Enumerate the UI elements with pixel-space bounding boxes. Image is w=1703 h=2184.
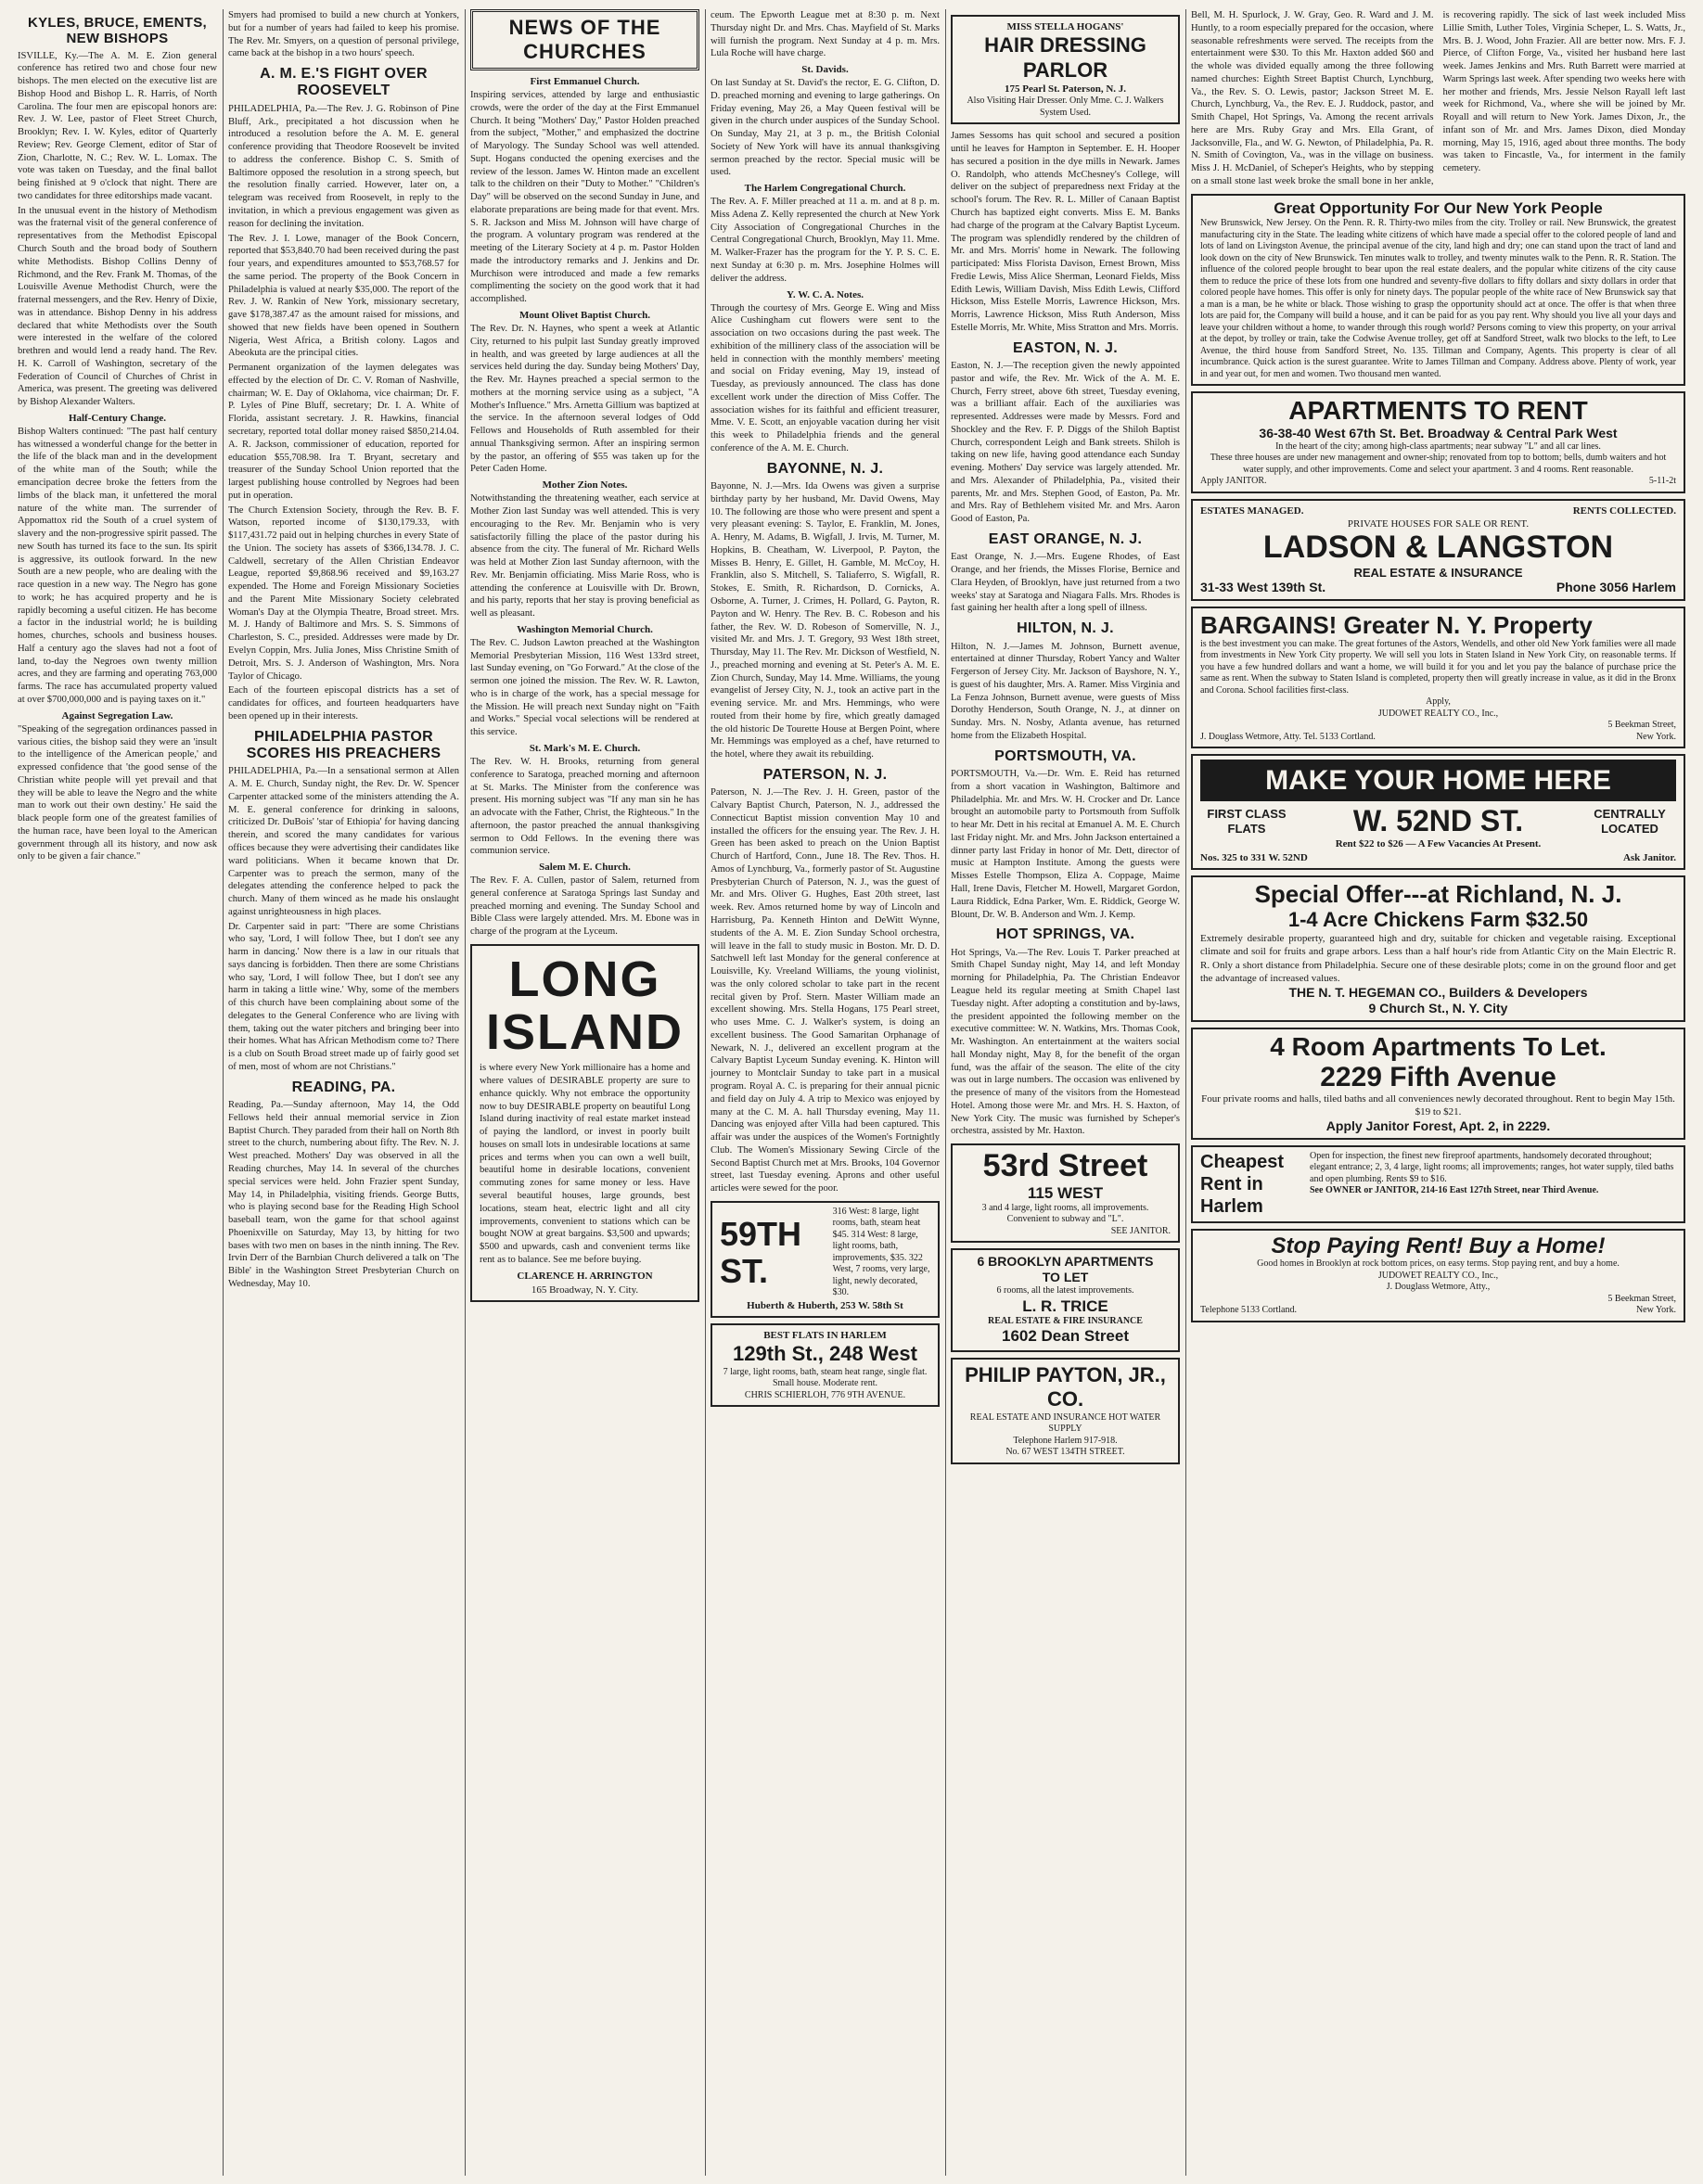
column-5 <box>945 9 1184 2176</box>
article-paragraph: Each of the fourteen episcopal districts has a set of candidates for offices, and fourteen headquarters have been opened up in their interests. <box>228 685 459 722</box>
ad-title: LADSON & LANGSTON <box>1262 530 1614 566</box>
ad-phone: Telephone Harlem 917-918. <box>1013 1435 1118 1446</box>
article-paragraph: The Rev. J. I. Lowe, manager of the Book Concern, reported that $53,840.70 had been received during the past four years, and expenditures amounted to $53,768.57 for the same period. The property of the Book Concern in Philadelphia is valued at nearly $35,000. The report of the Rev. J. W. Rankin of New York, missionary secretary, gave $178,387.47 as the amount raised for missions, and showed that new fields have been opened in Southern Nigeria, West Africa, a British colony. Lagos and Abeokuta are the principal cities. <box>228 233 459 359</box>
ad-address: 175 Pearl St. Paterson, N. J. <box>1004 83 1127 96</box>
article-paragraph: Reading, Pa.—Sunday afternoon, May 14, the Odd Fellows held their annual memorial service in Zion Baptist Church. They paraded from their hall on North 8th street to the church, numbering about fifty. The Rev. N. J. West preached. Mothers' Day was observed in all the Reading churches, May 14. In several of the churches special services were held. John Frazier spent Sunday, May 14, in Philadelphia, visiting friends. George Butts, who is playing second base for the Reading High School baseball team, won the game for that school against Phoenixville on Saturday, May 13, by hitting for two bases with two men on bases in the ninth inning. The Rev. Irvin Derr of the Barnbian Church delivered a talk on 'The Bible' in the Washington Street Presbyterian Church on Wednesday, May 10. <box>228 1100 459 1289</box>
article-paragraph: PHILADELPHIA, Pa.—The Rev. J. G. Robinson of Pine Bluff, Ark., precipitated a hot discussion when he introduced a resolution before the A. M. E. general conference providing that Theodore Roosevelt be invited to address the conference. Bishop C. S. Smith of Baltimore opposed the resolution in a strong speech, but the resolution finally carried. However, later on, a telegram was received from Roosevelt, in reply to the invitation, in which a previous engagement was given as reason for declining the invitation. <box>228 103 459 229</box>
ad-title: 4 Room Apartments To Let. <box>1270 1031 1607 1061</box>
ad-rent: Rent $22 to $26 — A Few Vacancies At Present. <box>1335 838 1542 850</box>
church-subhead: Mount Olivet Baptist Church. <box>519 310 650 322</box>
ad-subtitle: REAL ESTATE AND INSURANCE HOT WATER SUPPLY <box>969 1411 1161 1435</box>
ad-title: 59TH ST. <box>720 1215 802 1290</box>
church-subhead: Salem M. E. Church. <box>539 862 631 874</box>
new-brunswick-ad <box>1191 194 1685 386</box>
ad-street: W. 52ND ST. <box>1352 804 1524 838</box>
ad-ask: Ask Janitor. <box>1622 851 1676 863</box>
ad-body: Extremely desirable property, guaranteed high and dry, suitable for chicken and vegetable raising. Exceptional climate and soil for fruits and grape arbors. Less than a half hour's ride from Atlantic City on the Main Electric R. R. Only a short distance from Philadelphia. Secure one of these desirable plots; come in on the ground floor and get the advantage of increased values. <box>1200 932 1676 984</box>
article-headline: HILTON, N. J. <box>1017 620 1114 637</box>
ad-tagline: In the heart of the city; among high-class apartments; near subway "L" and all car lines. <box>1275 441 1601 452</box>
section-subhead: Half-Century Change. <box>68 412 167 424</box>
ad-line: REAL ESTATE & FIRE INSURANCE <box>988 1315 1143 1326</box>
apartments-67th-ad <box>1191 391 1685 493</box>
ad-advertiser: MISS STELLA HOGANS' <box>1006 21 1124 32</box>
richland-ad <box>1191 875 1685 1022</box>
article-paragraph: The Rev. W. H. Brooks, returning from general conference to Saratoga, preached morning and afternoon at St. Marks. The Minister from the conference was present. His morning subject was "If any man sin he has an advocate with the Father, Christ, the Righteous." In the afternoon, the pastor preached the annual thanksgiving sermon to Odd Fellows. In the evening there was communion service. <box>470 756 699 857</box>
ad-title: HAIR DRESSING PARLOR <box>984 33 1146 82</box>
ad-address: 5 Beekman Street, <box>1607 720 1676 731</box>
53rd-street-ad <box>951 1143 1180 1243</box>
ad-left-label: ESTATES MANAGED. <box>1200 504 1304 517</box>
article-paragraph: Hot Springs, Va.—The Rev. Louis T. Parker preached at Smith Chapel Sunday night, May 14, and left Monday morning for Philadelphia, Pa. The Christian Endeavor League held its regular meeting at Smith Chapel last Tuesday night. After adopting a constitution and by-laws, the president appointed the following member on the executive committee: W. N. Watkins, Mrs. Thomas Cook, Mr. Washington. An entertainment at the waiters social hall Monday night, May 8, for the benefit of the organ fund, was the affair of the season. The elite of the city was out in large numbers. The occasion was enlivened by the presence of many of the visitors from the Homestead Hotel. Among those were Mr. and Mrs. H. S. Haxton, of New York City. The music was furnished by Scheper's orchestra, assisted by Mr. Haxton. <box>951 947 1180 1137</box>
ad-street: 129th St., 248 West <box>733 1342 917 1366</box>
ad-address: 9 Church St., N. Y. City <box>1368 1000 1508 1015</box>
church-subhead: The Harlem Congregational Church. <box>744 183 906 195</box>
article-headline: BAYONNE, N. J. <box>766 460 884 477</box>
article-paragraph: East Orange, N. J.—Mrs. Eugene Rhodes, of East Orange, and her friends, the Misses Florise, Bernice and Clara Heyden, of Brooklyn, have just returned from a two weeks' stay at Saratoga and Niagara Falls. Mrs. Rhodes is fast gaining her health after a long spell of illness. <box>951 552 1180 614</box>
ad-address: No. 67 WEST 134TH STREET. <box>1005 1447 1125 1458</box>
59th-street-ad <box>711 1201 940 1318</box>
column-1 <box>13 9 222 2176</box>
ad-body: New Brunswick, New Jersey. On the Penn. R. R. Thirty-two miles from the city. Trolley or rail. New Brunswick, the greatest manufacturing city in the State. The leading white citizens of which have made a special offer to the colored people of land and lots of land on Livingston Avenue, the principal avenue of the city, land high and dry; one can stand upon the tract of land and look down on the city of New Brunswick. Ten minutes walk to trolley, and twenty minutes walk to the Penn. R. R. Station. The influence of the colored people brought to bear upon the real estate dealers, and the popular white citizens of the city cause them to reduce the price of these lots from one hundred and seventy-five dollars to fifty dollars and sixty dollars in order that colored people have homes. This offer is only for ninety days. The popular people of the white race of New Brunswick say that a man is a man, be he white or black. Those wishing to grasp the opportunity should act at once. The offer is that when three lots are paid for, the Company will build a house, and it can be paid for as you pay rent. Why should you live all your days and leave your children without a home, to wander through this rough world? Persons coming to view this property, on your arrival at the depot, by trolley or train, take the Codwise Avenue trolley, get off at Sandford Street, walk two blocks to the left, to Lee Avenue, the third house from Sandford Street, No. 135. Tillman and Company, Agents. This property is clear of all incumbrance. Quick action is the surest guarantee. Write to James Tillman and Company. Address above. Plenty of work, year in and year out, for men and women. Two thousand men wanted. <box>1200 218 1676 379</box>
article-headline: PORTSMOUTH, VA. <box>994 747 1136 764</box>
article-paragraph: Bayonne, N. J.—Mrs. Ida Owens was given a surprise birthday party by her husband, Mr. David Owens, May 10. The following are those who were present and spent a very pleasant evening: S. Taylor, E. Franklin, M. Jones, A. Henry, M. Adams, B. Wigfall, J. Irvis, M. Turner, M. Hopkins, B. Cheatham, W. Liverpool, P. Payton, the Misses B. Henry, E. Gillet, H. Gamble, M. McCoy, H. Franklin, also S. Mitchell, S. Taliaferro, S. Wigfall, R. Stokes, E. Smith, R. Richardson, D. Cornicks, A. Osborne, A. Turner, J. Crimes, H. Pollard, G. Payton, R. Payton and W. Henry. The Rev. B. C. Robeson and his father, the Rev. W. D. Robeson of Somerville, N. J., visited Mr. and Mrs. J. T. Gregory, 93 West 18th street, Thursday, May 11. The Rev. Mr. Dickson of Westfield, N. J., preached morning and evening at St. Peter's A. M. E. Zion Church, Sunday, May 14. Mme. Williams, the young evangelist of Jersey City, N. J., took an active part in the evening service. Mr. and Mrs. Hemmings, who were routed from their home by fire, which greatly damaged the old historic De Tourette House at Bergen Point, where Mr. Hemmings was employed as a chef, have returned to the hotel, where they await its rebuilding. <box>711 481 940 760</box>
ad-title: 53rd Street <box>982 1148 1148 1184</box>
article-headline: READING, PA. <box>291 1079 396 1095</box>
ad-subtitle: 36-38-40 West 67th St. Bet. Broadway & Central Park West <box>1259 425 1618 441</box>
article-paragraph: Through the courtesy of Mrs. George E. Wing and Miss Alice Cushingham cut flowers were sent to the association on two occasions during the past week. The exhibition of the millinery class of the association will be held in connection with the monthly members' meeting and social on Friday evening, May 19, instead of Tuesday, as previously announced. The class has done excellent work under the direction of Miss Coffer. The association wishes for its faithful and efficient treasurer, Mme. V. E. Scott, an enjoyable vacation during her visit this week to Philadelphia friends and the general conference of the A. M. E. Church. <box>711 302 940 453</box>
ad-title: Special Offer---at Richland, N. J. <box>1254 879 1622 908</box>
stop-paying-rent-ad <box>1191 1229 1685 1322</box>
ad-title: Great Opportunity For Our New York People <box>1274 198 1603 217</box>
ad-address: 2229 Fifth Avenue <box>1320 1061 1556 1092</box>
long-island-ad <box>470 944 699 1302</box>
church-subhead: Washington Memorial Church. <box>517 623 653 635</box>
article-headline: PATERSON, N. J. <box>762 766 888 783</box>
article-paragraph: Inspiring services, attended by large and enthusiastic crowds, were the order of the day at the First Emmanuel Church. It being "Mothers' Day," Pastor Holden preached from the subject, "Mother," and emphasized the doctrine of Maryology. The Sunday School was well attended. Supt. Hogans conducted the opening exercises and the review of the lesson. James W. Hinton made an excellent talk to the children on their "Duty to Mother." "Children's Day" will be observed on the second Sunday in June, and elaborate preparations are being made for that event. Mrs. S. R. Jackson and Miss M. Johnson will have charge of the program. A voluntary program was rendered at the meeting of the Literary Society at 4 p. m. Pastor Holden made the introductory remarks and J. Jenkins and Dr. Murchison were introduced and made a few remarks complimenting the society on the good work that it had accomplished. <box>470 90 699 305</box>
ad-body: 7 large, light rooms, bath, steam heat range, single flat. Small house. Moderate rent. <box>723 1366 928 1389</box>
ad-title: MAKE YOUR HOME HERE <box>1200 760 1676 801</box>
article-paragraph: ISVILLE, Ky.—The A. M. E. Zion general conference has retired two and chose four new bishops. The men elected on the executive list are Bishop Hood and Bishop L. R. Harris, of North Carolina. The four men are episcopal honors are: Rev. J. W. Lee, pastor of Fleet Street Church, Brooklyn; Rev. I. W. Kyles, editor of Quarterly Review; Rev. George Clement, editor of Star of Zion, Charlotte, N. C.; Rev. W. L. Lomax. The vote was taken on Tuesday, and the final ballot being finished at 9 o'clock that night. There are two candidates for three editorships made vacant. <box>18 50 217 201</box>
ad-date: 5-11-2t <box>1648 476 1676 487</box>
ad-subtitle: 115 WEST <box>1027 1183 1104 1202</box>
ad-body: These three houses are under new management and owner-ship; renovated from top to bottom; bells, dumb waiters and hot water supply, and other improvements. Come and select your apartment. 3 and 4 rooms. Rent reasonable. <box>1210 453 1667 475</box>
article-paragraph: Hilton, N. J.—James M. Johnson, Burnett avenue, entertained at dinner Thursday, Robert Yancy and Walter Fergerson of Jersey City. Mr. Jackson of Bayshore, N. Y., is guest of his daughter, Mrs. A. Ramer. Miss Virginia and La Fenza Johnson, Burnett avenue, were guests of Miss Dorothy Henderson, South Orange, N. J., at dinner on Sunday. Mrs. N. Nosby, Atlanta avenue, has returned home from the Elizabeth Hospital. <box>951 641 1180 741</box>
article-paragraph: Notwithstanding the threatening weather, each service at Mother Zion last Sunday was well attended. This is very encouraging to the Rev. Mr. Benjamin who is very satisfactorily filling the place of the pastor during his absence from the city. The funeral of Mr. Richard Wells was held at Mother Zion last Sunday afternoon, with the Rev. Mr. Benjamin officiating. Miss Marie Ross, who is attending the conference at Louisville with Dr. Brown, and his party, reports that her stay is proving beneficial as well as pleasant. <box>470 493 699 619</box>
article-paragraph: The Rev. C. Judson Lawton preached at the Washington Memorial Presbyterian Mission, 116 West 133rd street, last Sunday evening, on "Go Forward." At the close of the sermon one joined the mission. The Rev. W. R. Lawton, who is in charge of the work, has a special message for the Mission. He will preach next Sunday night on "Faith and Works." Special vocal selections will be rendered at this service. <box>470 637 699 738</box>
ad-company: JUDOWET REALTY CO., Inc., <box>1377 708 1499 719</box>
article-paragraph: James Sessoms has quit school and secured a position until he leaves for Hampton in September. E. H. Hooper has secured a position in the dye mills in Newark. James O. Randolph, who attends McChesney's College, will deliver on the subject of preparedness next Friday at the school's forum. The Rev. R. L. Miller of Canaan Baptist Church has baptized eight converts. Miss E. M. Banks had charge of the program at the Calvary Baptist Lyceum. The program was splendidly rendered by the children of Mr. and Mrs. Morris' home in Newark. The following participated: Miss Florista Davison, Ernest Brown, Miss Fredie Lewis, Miss Alice Sherman, Leonard Fields, Miss Edith Lewis, William Davish, Miss Edith Lewis, Clifford Hickson, Miss Estelle Morris, Lawrence Hickson, Mrs. Morris, Lawrence Hickson, Miss Ruth Anderson, Miss Estelle Morris, Mr. White, Miss Stratton and Mrs. Morris. <box>951 131 1180 333</box>
article-headline: PHILADELPHIA PASTOR SCORES HIS PREACHERS <box>246 728 442 761</box>
ad-body: is the best investment you can make. The great fortunes of the Astors, Wendells, and other old New York families were all made from investments in New York City property. We will sell you lots in Staten Island in New York City, on reasonable terms. If you have a few hundred dollars and want a home, we will build it for you and let you pay the balance of purchase price the same as rent. When the subway to Staten Island is completed, property then will greatly increase in value, as it did in the Bronx and Corona. School facilities first-class. <box>1200 638 1676 696</box>
ad-body: 6 rooms, all the latest improvements. <box>996 1285 1134 1296</box>
ad-address: 1602 Dean Street <box>1001 1327 1130 1346</box>
article-paragraph: The Rev. F. A. Cullen, pastor of Salem, returned from general conference at Saratoga Springs last Sunday and preached morning and evening. The Sunday School and Bible Class were largely attended. Mrs. M. Ebone was in charge of the program at the Lyceum. <box>470 875 699 938</box>
ad-numbers: Nos. 325 to 331 W. 52ND <box>1200 851 1308 863</box>
article-paragraph: Bell, M. H. Spurlock, J. W. Gray, Geo. R. Ward and J. M. Huntly, to a room especially prepared for the occasion, where seasonable refreshments were served. The receipts from the entertainment were $30. To this Mr. Haxton added $60 and the whole was divided equally among the three following named churches: Eighth Street Baptist Church, Lynchburg, Va., the Rev. S. O. Lewis, pastor; Jackson Street M. E. Church, Lynchburg, Va., the Rev. E. J. Ruddock, pastor, and Smith Chapel, Hot Springs, Va. Among the recent arrivals here are Mrs. Ruby Gray and Mrs. Ella Grant, of Jacksonville, Fla., and W. G. Newton, of Philadelphia, Pa. R. N. Smith of Covington, Va., was in the village on business. Miss J. H. McDaniel, of Scheper's Heights, who by stepping on a small stone last week broke the small bone in her ankle, is recovering rapidly. The sick of last week included Miss Lillie Smith, Luther Toles, Virginia Scheper, L. S. Watts, Jr., Mrs. B. J. Wood, John Frazier. All are better now. Mrs. F. J. Pierce, of Clifton Forge, Va., visited her husband here last week. James Jenkins and Mrs. Ruth Barrett were married at Warm Springs last week. After spending two weeks here with her mother and friends, Mrs. Jessie Nelson Rayall left last week for Richmond, Va., where she will be joined by Mr. Royall and will return to New York. James Dixon, Jr., the infant son of Mr. and Mrs. James Dixon, died Monday morning, May 15, 1916, aged about three months. The body was taken to Fincastle, Va., for interment in the family cemetery. <box>1191 10 1685 186</box>
article-paragraph: The Church Extension Society, through the Rev. B. F. Watson, reported income of $130,179.33, with $117,431.72 paid out in helping churches in every State of the Union. The society has assets of $366,134.78. J. C. Caldwell, secretary of the Allen Christian Endeavor League, reported $9,868.96 received and $9,163.27 expended. The Home and Foreign Missionary Societies and the Parent Mite Missionary Society celebrated Woman's Day at the Olympia Theatre, Broad street. Mrs. M. J. Handy of Baltimore and Mrs. S. S. Simmons of Charleston, S. C., presided. Addresses were made by Dr. Evelyn Coppin, Mrs. Julia Jones, Miss Christine Smith of Detroit, Mrs. S. J. Anderson of Washington, Mrs. Nora Taylor of Chicago. <box>228 504 459 682</box>
church-subhead: St. Davids. <box>801 64 849 76</box>
newspaper-page <box>13 9 1690 2176</box>
article-paragraph: Bishop Walters continued: "The past half century has witnessed a wonderful change for the better in the life of the black man and in the development of the white man of the South; while the emancipation decree broke the fetters from the limbs of the black man, it unfettered the moral nature of the white man. The surrender of Appomattox rid the South of a cruel system of slavery and the non-progressive spirit passed. The new South has turned its face to the sun. Its spirit is aggressive, its outlook forward. In the new South are a new people, who are dealing with the race question in a new way. The Negro has gone to work; he has acquired property and he is rapidly becoming a useful citizen. He has become a factor in the industrial world; he is building homes, churches, schools and business houses. Half a century ago the slaves had not a foot of land, to-day the Negroes own twenty million acres, and they are farming and operating 763,000 farms. The race has accumulated property valued at over $700,000,000 and is paying taxes on it." <box>18 426 217 706</box>
ad-footer: See OWNER or JANITOR, 214-16 East 127th Street, near Third Avenue. <box>1310 1185 1599 1196</box>
article-paragraph: "Speaking of the segregation ordinances passed in various cities, the bishop said they were an 'insult to the intelligence of the American people,' and expressed confidence that 'the good sense of the Christian white people will yet prevail and that they will be able to leave the Negro and the white man to work out their own destiny.' He said the black people form one of the greatest families of the human race, have been loyal to the American government through all its history, and now ask only to be given a fair chance." <box>18 723 217 862</box>
cheapest-rent-ad <box>1191 1145 1685 1223</box>
column-3 <box>465 9 704 2176</box>
article-paragraph: Dr. Carpenter said in part: "There are some Christians who say, 'Lord, I will follow Thee, but I don't see any harm in dancing.' Now there is a law in our rituals that says dancing is forbidden. Then there are some Christians who say, 'Lord, I will follow Thee, but I don't see any harm in taking a little wine.' Why, some of the members of this church have been complaining about some of the delegates to the General Conference who are living with them, taking out the water pitchers and bringing beer into their homes. What has African Methodism come to? There is a club on South Broad street made up of fairly good set of men, most of whom are not Christians." <box>228 921 459 1072</box>
ad-subtitle: 1-4 Acre Chickens Farm $32.50 <box>1287 907 1589 931</box>
ad-right-label: RENTS COLLECTED. <box>1572 504 1676 517</box>
ad-footer: Apply Janitor Forest, Apt. 2, in 2229. <box>1325 1118 1551 1134</box>
article-headline: A. M. E.'S FIGHT OVER ROOSEVELT <box>260 66 428 99</box>
article-paragraph: Smyers had promised to build a new church at Yonkers, but for a number of years had failed to keep his promise. The Rev. Mr. Smyers, on a question of personal privilege, came back at the bishop in a two hours' speech. <box>228 10 459 59</box>
ad-title: BARGAINS! Greater N. Y. Property <box>1200 611 1593 640</box>
ad-city: New York. <box>1635 1305 1676 1316</box>
ad-agent: L. R. TRICE <box>1022 1296 1108 1315</box>
hair-parlor-ad <box>951 15 1180 124</box>
ad-subtitle: TO LET <box>1042 1270 1089 1285</box>
ad-address: 5 Beekman Street, <box>1607 1293 1676 1304</box>
ladson-langston-ad <box>1191 499 1685 601</box>
ad-title: LONG ISLAND <box>486 951 684 1060</box>
church-subhead: Mother Zion Notes. <box>542 479 628 492</box>
article-paragraph: Paterson, N. J.—The Rev. J. H. Green, pastor of the Calvary Baptist Church, Paterson, N. J., addressed the Connecticut Baptist mission convention May 10 and installed the officers for the ensuing year. The Rev. J. H. Green has been asked to preach on the Union Baptist Church of Hartford, Conn., June 18. The Rev. Thos. H. Amos of Lynchburg, Va., formerly pastor of St. Augustine Presbyterian Church of Paterson, N. J., was the guest of Mr. and Mrs. Oliver G. Hughes, East 20th street, last week. Rev. Amos returned home by way of Lincoln and Harrisburg, Pa. Kenneth Hinton and DeWitt Wynne, students of the A. M. E. Zion Sunday School orchestra, will leave in the fall to study music in Boston. Mr. D. D. Satchwell left last Monday for the general conference at Louisville, Ky. Vreeland Williams, the young violinist, was the only colored scholar to take part in the recent recital given by Prof. Stern. Master William made an excellent showing. Mrs. Stella Hogans, 175 Pearl street, who uses Mme. C. J. Walker's system, is doing an excellent business. The Good Samaritan Orphanage of Newark, N. J., delivered an excellent program at the Calvary Baptist Lyceum Sunday evening. K. Hinton will journey to Montclair Sunday to take part in a musical program. Royal A. C. is preparing for their annual picnic and field day on July 4. A trip to Mexico was enjoyed by many at the C. M. A. hall Thursday evening, May 11. Dancing was enjoyed after Villa had been captured. This affair was under the auspices of the Women's Fortnightly Club. The Women's Missionary Sewing Circle of the Second Baptist Church met at Mrs. Brooks, 104 Governor street, last Tuesday evening. Aprons and other useful articles were sewed for the poor. <box>711 787 940 1194</box>
payton-ad <box>951 1358 1180 1464</box>
bargains-ad <box>1191 607 1685 748</box>
ad-company: JUDOWET REALTY CO., Inc., <box>1377 1270 1499 1281</box>
church-subhead: Y. W. C. A. Notes. <box>786 288 864 300</box>
column-2 <box>223 9 464 2176</box>
ad-body: 316 West: 8 large, light rooms, bath, steam heat $45. 314 West: 8 large, light rooms, bath, improvements, $35. 322 West, 7 rooms, very large, light, newly decorated, $30. <box>832 1206 930 1298</box>
article-headline: EAST ORANGE, N. J. <box>988 530 1143 547</box>
ad-address: 31-33 West 139th St. <box>1200 580 1326 595</box>
ad-title: Cheapest Rent in Harlem <box>1200 1151 1285 1217</box>
column-6 <box>1185 9 1690 2176</box>
article-headline: HOT SPRINGS, VA. <box>995 926 1135 943</box>
ad-phone: Phone 3056 Harlem <box>1556 580 1676 595</box>
brooklyn-apartments-ad <box>951 1248 1180 1351</box>
ad-title: BEST FLATS IN HARLEM <box>763 1330 887 1342</box>
article-paragraph: PHILADELPHIA, Pa.—In a sensational sermon at Allen A. M. E. Church, Sunday night, the Rev. Dr. W. Spencer Carpenter attacked some of the ministers attending the A. M. E. general conference for drinking in saloons, criticized Dr. DuBois' 'star of Ethiopia' for having dancing therein, and scored the many candidates for various offices because they were advertising their candidates like ward politicians. When it became known that Dr. Carpenter was to preach the sermon, many of the delegates attending the conference helped to pack the church. Many of them winced as he made his onslaught against unrighteousness in high places. <box>228 766 459 917</box>
article-paragraph: ceum. The Epworth League met at 8:30 p. m. Next Thursday night Dr. and Mrs. Chas. Mayfield of St. Marks will furnish the program. Next Sunday at 4 p. m. Mrs. Lula Roche will have charge. <box>711 10 940 59</box>
ad-body: Good homes in Brooklyn at rock bottom prices, on easy terms. Stop paying rent, and buy a home. <box>1257 1258 1620 1270</box>
section-subhead: Against Segregation Law. <box>61 709 173 722</box>
make-your-home-ad <box>1191 754 1685 870</box>
ad-body: is where every New York millionaire has a home and where values of DESIRABLE property are sure to enhance quickly. Why not embrace the opportunity now to buy DESIRABLE property on beautiful Long Island during inactivity of real estate market instead of paying the landlord, or invest in poorly built houses on small lots in undesirable locations at same prices and terms when you can own a well built, beautiful home in desirable locations, convenient commuting zones for same money or less. Have several beautiful houses, large grounds, best locations, steam heat, electric light and all city improvements, convenient to stations which can be bought NOW at great bargains. $3,500 and upwards; $500 and upwards, cash and convenient terms like rent as to balance. See me before buying. <box>480 1063 690 1265</box>
ad-subtitle: PRIVATE HOUSES FOR SALE OR RENT. <box>1347 518 1530 530</box>
section-banner: NEWS OF THE CHURCHES <box>470 9 699 70</box>
ad-title: 6 BROOKLYN APARTMENTS <box>977 1254 1154 1270</box>
article-headline: KYLES, BRUCE, EMENTS, NEW BISHOPS <box>28 15 207 47</box>
ad-body: Open for inspection, the finest new fireproof apartments, handsomely decorated throughout; elegant entrance; 2, 3, 4 large, light rooms; all improvements; ranges, hot water supply, tiled baths and open plumbing. Rents $9 to $16. <box>1310 1150 1674 1184</box>
fifth-avenue-ad <box>1191 1028 1685 1140</box>
ad-footer: Apply JANITOR. <box>1200 476 1267 487</box>
ad-title: Stop Paying Rent! Buy a Home! <box>1271 1232 1606 1258</box>
ad-title: APARTMENTS TO RENT <box>1288 396 1588 426</box>
article-paragraph: Easton, N. J.—The reception given the newly appointed pastor and wife, the Rev. Mr. Wick of the A. M. E. Church, Ferry street, above 6th street, Tuesday evening, was a brilliant affair. Each of the auxiliaries was represented. Addresses were made by Messrs. Ford and Shockley and the Rev. F. P. Diggs of the Shiloh Baptist Church, correspondent Leigh and Bank streets. Shiloh is taking on new life, having good attendance each Sunday evening. Mothers' Day service was largely attended. Mr. and Mrs. Alexander of Philadelphia, Pa., visited their parents, Mr. and Mrs. Stephen Good, of Easton, Pa. Mr. and Mrs. Ray of Bethlehem visited Mr. and Mrs. Aaron Good of Easton, Pa. <box>951 361 1180 525</box>
church-subhead: First Emmanuel Church. <box>530 76 640 87</box>
ad-line: REAL ESTATE & INSURANCE <box>1353 565 1523 580</box>
ad-right: CENTRALLY LOCATED <box>1594 807 1666 836</box>
ad-title: PHILIP PAYTON, JR., CO. <box>965 1362 1166 1411</box>
article-paragraph: In the unusual event in the history of Methodism was the fraternal visit of the general conference of representatives from the Methodist Episcopal Church South and the broad body of Southern white Methodists. Bishop Collins Denny of Richmond, and the Rev. Frank M. Thomas, of the Louisville Avenue Methodist Church, were the fraternal messengers, and the Rev. Henry of Dixie, was in attendance. Bishop Denny in his address declared that white Methodists over the South were interested in the welfare of the colored brethren and would lend a ready hand. The Rev. H. K. Carroll of Washington, secretary of the Federation of Council of Churches of Christ in America, was present. The greeting was delivered by Bishop Alexander Walters. <box>18 205 217 408</box>
article-paragraph: PORTSMOUTH, Va.—Dr. Wm. E. Reid has returned from a short vacation in Washington, Baltimore and Philadelphia. Mr. and Mrs. W. H. Crocker and Dr. Lance brought an automobile party to Portsmouth from Suffolk to hear Mr. Dett in his recital at Emanuel A. M. E. Church last Friday night. Mr. and Mrs. John Jackson entertained a dinner party last Friday in honor of Mr. Dett, director of music at Hampton Institute. Among the guests were Misses Estelle Thompson, Eliza A. Coppage, Maime Hall, Irene Davis, Fletcher M. Howell, Margaret Gordon, Laura Riddick, Edna Parker, Wm. E. Riddick, George W. Blount, Dr. W. B. Anderson and Wm. J. Kemp. <box>951 769 1180 920</box>
ad-city: New York. <box>1635 731 1676 742</box>
ad-advertiser: CLARENCE H. ARRINGTON <box>517 1270 653 1282</box>
ad-footer: SEE JANITOR. <box>1110 1225 1171 1236</box>
article-paragraph: Permanent organization of the laymen delegates was effected by the election of Dr. C. V. Roman of Nashville, chairman; W. E. Day of Oklahoma, vice chairman; Dr. F. P. Lyles of Pine Bluff, secretary; Dr. I. A. White of Florida, assistant secretary. J. R. Hawkins, financial secretary, reported total dollar money raised $850,214.04. A. R. Jackson, commissioner of education, reported for education $55,708.98. Ira T. Bryant, secretary and treasurer of the Sunday School Union reported that the largest publishing house controlled by Negroes had been put in operation. <box>228 363 459 501</box>
ad-note: Also Visiting Hair Dresser. Only Mme. C. J. Walkers System Used. <box>967 96 1164 118</box>
ad-company: THE N. T. HEGEMAN CO., Builders & Developers <box>1288 985 1588 1001</box>
article-paragraph: The Rev. A. F. Miller preached at 11 a. m. and at 8 p. m. Miss Adena Z. Kelly represented the church at New York City Association of Congregational Churches in the Central Congregational Church, Brooklyn, May 11. Mme. M. Walker-Frazer has the program for the Y. P. S. C. E. next Sunday at 6:30 p. m. Mrs. Josephine Holmes will deliver the address. <box>711 197 940 284</box>
article-paragraph: The Rev. Dr. N. Haynes, who spent a week at Atlantic City, returned to his pulpit last Sunday greatly improved in health, and was greeted by large audiences at all the services held during the day. Sunday being Mothers' Day, the Rev. Mr. Haynes preached a special sermon to the mothers at the morning service using as a subject, "A Mother's Influence." Mrs. Arnetta Gillium was baptized at the service. In the afternoon several lodges of Odd Fellows and Households of Ruth assembled for their annual Thanksgiving sermon. After an inspiring sermon by the pastor, an offering of $55 was taken up for the Peter Caden Home. <box>470 324 699 475</box>
harlem-flats-ad <box>711 1323 940 1407</box>
ad-attorney: J. Douglass Wetmore, Atty., <box>1386 1282 1491 1293</box>
ad-attorney: J. Douglass Wetmore, Atty. Tel. 5133 Cortland. <box>1200 731 1376 742</box>
ad-phone: Telephone 5133 Cortland. <box>1200 1305 1297 1316</box>
column-4 <box>705 9 944 2176</box>
ad-apply: Apply, <box>1426 696 1451 708</box>
article-headline: EASTON, N. J. <box>1013 339 1118 356</box>
ad-left: FIRST CLASS FLATS <box>1207 807 1287 836</box>
ad-agent: Huberth & Huberth, 253 W. 58th St <box>747 1299 903 1311</box>
ad-body: Four private rooms and halls, tiled baths and all conveniences newly decorated throughout. Rent to begin May 15th. $19 to $21. <box>1201 1092 1675 1118</box>
church-subhead: St. Mark's M. E. Church. <box>529 742 641 754</box>
ad-address: 165 Broadway, N. Y. City. <box>531 1284 639 1296</box>
ad-body: 3 and 4 large, light rooms, all improvements. Convenient to subway and "L". <box>981 1202 1149 1225</box>
article-paragraph: On last Sunday at St. David's the rector, E. G. Clifton, D. D. preached morning and evening to large gatherings. On Friday evening, May 26, a May Queen festival will be given in the church under auspices of the Sunday School. On Sunday, May 21, at 3 p. m., the British Colonial Society of New York will have its annual thanksgiving sermon preached by the rector. Special music will be used. <box>711 78 940 178</box>
ad-agent: CHRIS SCHIERLOH, 776 9TH AVENUE. <box>744 1389 906 1400</box>
